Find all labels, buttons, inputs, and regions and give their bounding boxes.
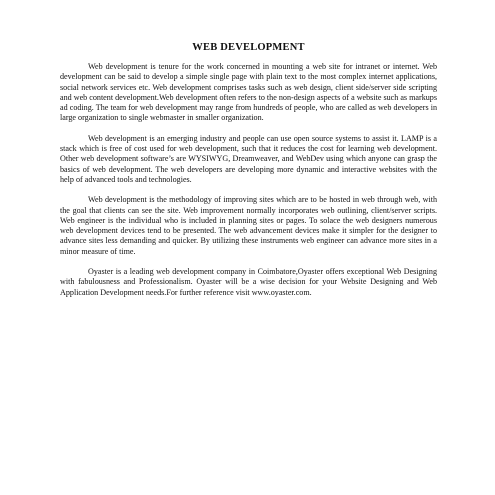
paragraph-2: Web development is an emerging industry and people can use open source systems to assist it. LAMP is a stack which is free of cost used for web development, such that it reduces the cost for learning web development. Other web development software’s are WYSIWYG, Dreamweaver, and WebDev using which anyone can grasp the basics of web development. The web developers are developing more dynamic and interactive websites with the help of advanced tools and technologies. bbox=[60, 133, 437, 184]
paragraph-4: Oyaster is a leading web development company in Coimbatore,Oyaster offers exceptional Web Designing with fabulousness and Professionalism. Oyaster will be a wise decision for your Website Designing and Web Application Development needs.For further reference visit www.oyaster.com. bbox=[60, 267, 437, 297]
document-title: WEB DEVELOPMENT bbox=[192, 42, 305, 53]
document-page bbox=[60, 42, 437, 308]
paragraph-1: Web development is tenure for the work concerned in mounting a web site for intranet or internet. Web development can be said to develop a simple single page with plain text to the most complex internet applications, social network services etc. Web development comprises tasks such as web design, client side/server side scripting and web content development.Web development often refers to the non-design aspects of a website such as markups ad coding. The team for web development may range from hundreds of people, who are called as web developers in large organization to single webmaster in smaller organization. bbox=[60, 62, 437, 123]
paragraph-3: Web development is the methodology of improving sites which are to be hosted in web through web, with the goal that clients can see the site. Web improvement normally incorporates web outlining, client/server scripts. Web engineer is the individual who is included in planning sites or pages. To solace the web designers numerous web development devices tend to be presented. The web advancement devices make it simpler for the designer to advance sites less demanding and quicker. By utilizing these instruments web engineer can advance more sites in a minor measure of time. bbox=[60, 195, 437, 256]
